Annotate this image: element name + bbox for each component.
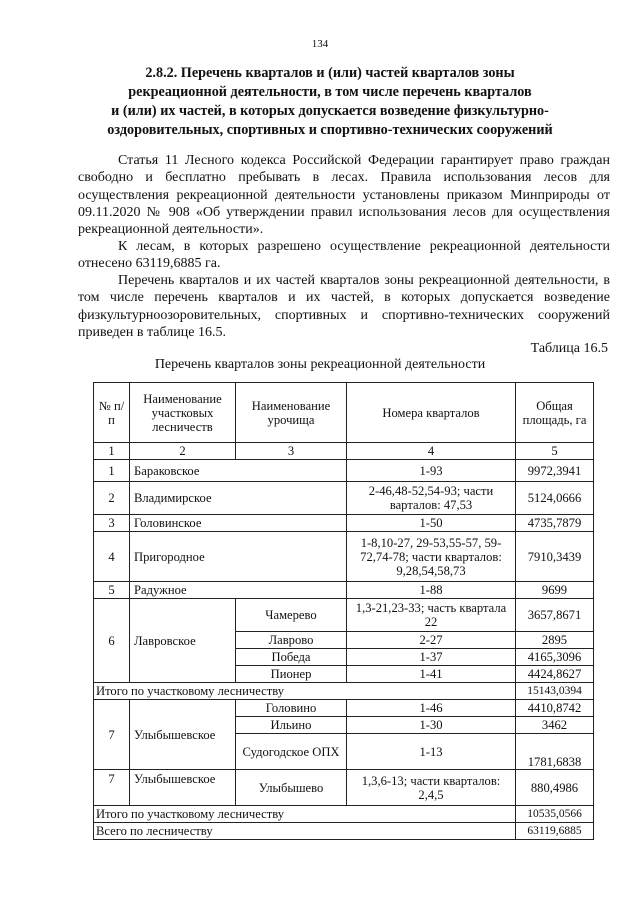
header-cell: Общая площадь, га — [516, 383, 594, 443]
header-cell: Наименование участковых лесничеств — [130, 383, 236, 443]
quarters: 1-8,10-27, 29-53,55-57, 59-72,74-78; части кварталов: 9,28,54,58,73 — [347, 532, 516, 582]
col-number: 1 — [94, 443, 130, 460]
col-number: 4 — [347, 443, 516, 460]
tract-name: Чамерево — [236, 599, 347, 632]
column-number-row — [94, 443, 594, 460]
tract-name: Лаврово — [236, 632, 347, 649]
forestry-name: Радужное — [130, 582, 347, 599]
forestry-name: Улыбышевское — [130, 700, 236, 770]
table-row — [94, 700, 594, 717]
area: 9699 — [516, 582, 594, 599]
quarters: 1-88 — [347, 582, 516, 599]
forestry-name: Пригородное — [130, 532, 347, 582]
row-number: 2 — [94, 482, 130, 515]
area: 3657,8671 — [516, 599, 594, 632]
table-row — [94, 532, 594, 582]
paragraph-text: К лесам, в которых разрешено осуществление рекреационной деятельности отнесено 63119,6885 га. — [78, 239, 610, 272]
subtotal-label: Итого по участковому лесничеству — [94, 683, 516, 700]
area: 1781,6838 — [516, 734, 594, 770]
paragraph-text: Перечень кварталов и их частей кварталов зоны рекреационной деятельности, в том числе перечень кварталов и их частей, в которых допускается возведение физкультурноозоровительных, спортивных и спортивно-технических сооружений приведен в таблице 16.5. — [78, 273, 610, 340]
forestry-name: Улыбышевское — [130, 770, 236, 806]
quarters: 1,3,6-13; части кварталов: 2,4,5 — [347, 770, 516, 806]
row-number: 7 — [94, 700, 130, 770]
table-row — [94, 582, 594, 599]
quarters: 1-93 — [347, 460, 516, 482]
heading-line: 2.8.2. Перечень кварталов и (или) частей кварталов зоны — [145, 65, 515, 81]
table-row — [94, 515, 594, 532]
area: 4165,3096 — [516, 649, 594, 666]
row-number: 3 — [94, 515, 130, 532]
table-row — [94, 482, 594, 515]
paragraph — [78, 272, 610, 341]
quarters: 1-13 — [347, 734, 516, 770]
tract-name: Головино — [236, 700, 347, 717]
row-number: 7 — [94, 770, 130, 806]
subtotal-area: 15143,0394 — [516, 683, 594, 700]
header-cell: Наименование урочища — [236, 383, 347, 443]
forestry-name: Бараковское — [130, 460, 347, 482]
quarters: 1-46 — [347, 700, 516, 717]
grand-total-area: 63119,6885 — [516, 823, 594, 840]
subtotal-row — [94, 683, 594, 700]
header-cell: № п/п — [94, 383, 130, 443]
paragraph — [78, 152, 610, 238]
subtotal-area: 10535,0566 — [516, 806, 594, 823]
tract-name: Улыбышево — [236, 770, 347, 806]
subtotal-label: Итого по участковому лесничеству — [94, 806, 516, 823]
quarters: 2-27 — [347, 632, 516, 649]
col-number: 5 — [516, 443, 594, 460]
quarters: 1,3-21,23-33; часть квартала 22 — [347, 599, 516, 632]
quarters: 1-30 — [347, 717, 516, 734]
area: 4410,8742 — [516, 700, 594, 717]
area: 880,4986 — [516, 770, 594, 806]
table-label: Таблица 16.5 — [530, 341, 608, 356]
area: 5124,0666 — [516, 482, 594, 515]
table-row — [94, 770, 594, 806]
recreation-quarters-table — [93, 382, 594, 840]
tract-name: Ильино — [236, 717, 347, 734]
row-number: 6 — [94, 599, 130, 683]
tract-name: Пионер — [236, 666, 347, 683]
forestry-name: Головинское — [130, 515, 347, 532]
table-header-row — [94, 383, 594, 443]
section-heading — [70, 64, 590, 140]
quarters: 1-50 — [347, 515, 516, 532]
paragraph — [78, 238, 610, 273]
heading-line: и (или) их частей, в которых допускается возведение физкультурно- — [111, 103, 549, 119]
row-number: 5 — [94, 582, 130, 599]
area: 9972,3941 — [516, 460, 594, 482]
row-number: 4 — [94, 532, 130, 582]
table-caption: Перечень кварталов зоны рекреационной деятельности — [154, 357, 486, 372]
tract-name: Судогодское ОПХ — [236, 734, 347, 770]
quarters: 1-37 — [347, 649, 516, 666]
grand-total-label: Всего по лесничеству — [94, 823, 516, 840]
subtotal-row — [94, 806, 594, 823]
quarters: 2-46,48-52,54-93; части варталов: 47,53 — [347, 482, 516, 515]
quarters: 1-41 — [347, 666, 516, 683]
tract-name: Победа — [236, 649, 347, 666]
forestry-name: Лавровское — [130, 599, 236, 683]
area: 4735,7879 — [516, 515, 594, 532]
col-number: 3 — [236, 443, 347, 460]
row-number: 1 — [94, 460, 130, 482]
heading-line: рекреационной деятельности, в том числе перечень кварталов — [128, 84, 532, 100]
area: 2895 — [516, 632, 594, 649]
area: 7910,3439 — [516, 532, 594, 582]
header-cell: Номера кварталов — [347, 383, 516, 443]
col-number: 2 — [130, 443, 236, 460]
table-row — [94, 460, 594, 482]
area: 3462 — [516, 717, 594, 734]
grand-total-row — [94, 823, 594, 840]
page-number: 134 — [311, 38, 329, 50]
heading-line: оздоровительных, спортивных и спортивно-технических сооружений — [107, 122, 553, 138]
forestry-name: Владимирское — [130, 482, 347, 515]
paragraph-text: Статья 11 Лесного кодекса Российской Федерации гарантирует право граждан свободно и бесплатно пребывать в лесах. Правила использования лесов для осуществления рекреационной деятельности установлены приказом Минприроды от 09.11.2020 № 908 «Об утверждении правил использования лесов для осуществления рекреационной деятельности». — [78, 153, 610, 238]
table-row — [94, 599, 594, 632]
area: 4424,8627 — [516, 666, 594, 683]
